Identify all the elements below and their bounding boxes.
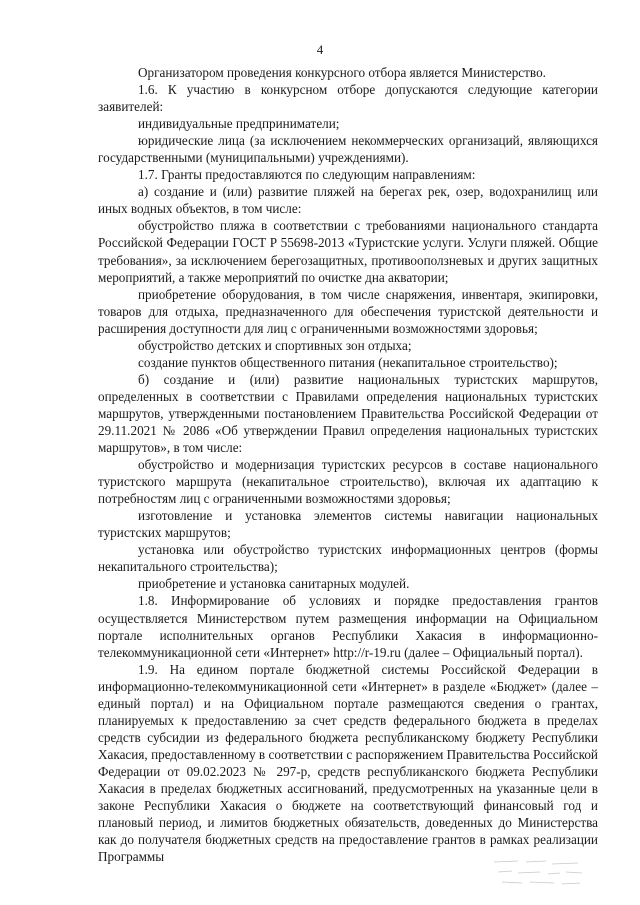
- paragraph-navigation: изготовление и установка элементов системы навигации национальных туристских маршрутов;: [98, 508, 598, 541]
- paragraph-1-7: 1.7. Гранты предоставляются по следующим направлениям:: [138, 167, 476, 183]
- paragraph-1-8: 1.8. Информирование об условиях и порядке предоставления грантов осуществляется Министерством путем размещения информации на Официальном портале исполнительных органов Республики Хакасия в информационно-телекоммуникационной сети «Интернет» http://r-19.ru (далее – Официальный портал).: [98, 593, 598, 660]
- paragraph-entrepreneurs: индивидуальные предприниматели;: [138, 116, 340, 132]
- paragraph-beach-arrangement: обустройство пляжа в соответствии с требованиями национального стандарта Российской Федерации ГОСТ Р 55698-2013 «Туристские услуги. Услуги пляжей. Общие требования», за исключением берегозащитных, противооползневых и других защитных мероприятий, а также мероприятий по очистке дна акватории;: [98, 218, 598, 285]
- document-body: [98, 64, 598, 865]
- paragraph-legal-entities: юридические лица (за исключением некоммерческих организаций, являющихся государственными (муниципальными) учреждениями).: [98, 133, 598, 166]
- paragraph-organizer: Организатором проведения конкурсного отбора является Министерство.: [138, 65, 546, 80]
- paragraph-a-beaches: а) создание и (или) развитие пляжей на берегах рек, озер, водохранилищ или иных водных объектов, в том числе:: [98, 184, 598, 217]
- page-number: 4: [316, 42, 324, 57]
- paragraph-recreation-zones: обустройство детских и спортивных зон отдыха;: [138, 337, 412, 353]
- paragraph-catering: создание пунктов общественного питания (некапитальное строительство);: [138, 354, 558, 370]
- paragraph-sanitary: приобретение и установка санитарных модулей.: [138, 576, 410, 592]
- paragraph-equipment: приобретение оборудования, в том числе снаряжения, инвентаря, экипировки, товаров для отдыха, предназначенного для обеспечения туристской деятельности и расширения доступности для лиц с ограниченными возможностями здоровья;: [98, 286, 598, 336]
- paragraph-1-6: 1.6. К участию в конкурсном отборе допускаются следующие категории заявителей:: [98, 82, 598, 115]
- paragraph-modernization: обустройство и модернизация туристских ресурсов в составе национального туристского маршрута (некапитальное строительство), включая их адаптацию к потребностям лиц с ограниченными возможностями здоровья;: [98, 457, 598, 507]
- paragraph-1-9: 1.9. На едином портале бюджетной системы Российской Федерации в информационно-телекоммуникационной сети «Интернет» в разделе «Бюджет» (далее – единый портал) и на Официальном портале размещаются сведения о грантах, планируемых к предоставлению за счет средств федерального бюджета в пределах средств субсидии из федерального бюджета республиканскому бюджету Республики Хакасия, предоставленному в соответствии с распоряжением Правительства Российской Федерации от 09.02.2023 № 297-р, средств республиканского бюджета Республики Хакасия в пределах бюджетных ассигнований, предусмотренных на указанные цели в законе Республики Хакасия о бюджете на соответствующий финансовый год и плановый период, и лимитов бюджетных обязательств, доведенных до Министерства как до получателя бюджетных средств на предоставление грантов в рамках реализации Программы: [98, 661, 598, 865]
- faint-stamp: [488, 852, 588, 892]
- paragraph-info-centers: установка или обустройство туристских информационных центров (формы некапитального строительства);: [98, 542, 598, 575]
- paragraph-b-routes: б) создание и (или) развитие национальных туристских маршрутов, определенных в соответствии с Правилами определения национальных туристских маршрутов, утвержденными постановлением Правительства Российской Федерации от 29.11.2021 № 2086 «Об утверждении Правил определения национальных туристских маршрутов», в том числе:: [98, 371, 598, 456]
